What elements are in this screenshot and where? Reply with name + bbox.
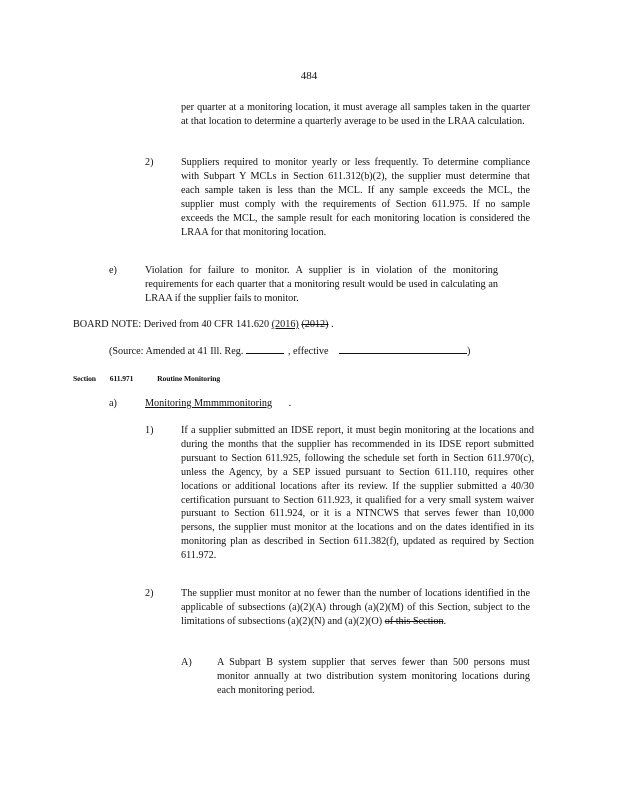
struck-text: of this Section [384, 615, 444, 627]
paragraph-a2A: A Subpart B system supplier that serves fewer than 500 persons must monitor annually at two distribution system monitoring locations during each monitoring period. [217, 657, 530, 696]
item-label-d2: 2) [145, 157, 154, 168]
section-label: Section [73, 374, 96, 383]
board-note-old-year: (2012) [301, 319, 329, 330]
source-note [109, 344, 529, 359]
subsection-a-heading [145, 397, 291, 411]
section-title: Routine Monitoring [157, 374, 221, 383]
item-label-a2: 2) [145, 588, 154, 599]
page-number: 484 [300, 70, 318, 82]
paragraph-d1-continuation: per quarter at a monitoring location, it must average all samples taken in the quarter at that location to determine a quarterly average to be used in the LRAA calculation. [181, 102, 530, 127]
board-note-period: . [331, 319, 334, 330]
board-note [73, 318, 533, 332]
paragraph-a1: If a supplier submitted an IDSE report, it must begin monitoring at the locations and during the months that the supplier has recommended in its IDSE report submitted pursuant to Section 611.925, following the schedule set forth in Section 611.970(c), unless the Agency, by a SEP issued pursuant to Section 611.110, requires other locations or additional locations after its review. If the supplier submitted a 40/30 certification pursuant to Section 611.923, it qualified for a very small system waiver pursuant to Section 611.924, or it is a NTNCWS that serves fewer than 10,000 persons, the supplier must monitor at the locations and on the dates identified in its monitoring plan as described in Section 611.382(f), updated as required by Section 611.972. [181, 425, 534, 562]
item-label-a2A: A) [181, 657, 192, 668]
item-label-a1: 1) [145, 425, 154, 436]
item-label-a: a) [109, 398, 117, 409]
section-number: 611.971 [109, 374, 134, 383]
source-prefix: (Source: Amended at 41 Ill. Reg. [109, 346, 244, 357]
source-close: ) [467, 346, 471, 357]
register-blank [246, 344, 284, 354]
paragraph-a2-text: The supplier must monitor at no fewer than the number of locations identified in the applicable of subsections (a)(2)(A) through (a)(2)(M) of this Section, subject to the limitations of subsections (a)(2)(N) and (a)(2)(O) [181, 588, 530, 627]
paragraph-a2-period: . [443, 615, 447, 627]
item-label-e: e) [109, 265, 117, 276]
board-note-new-year: (2016) [271, 319, 299, 330]
paragraph-a2 [181, 587, 530, 629]
subsection-a-period: . [288, 398, 292, 409]
effective-date-blank [339, 344, 467, 354]
paragraph-d2: Suppliers required to monitor yearly or less frequently. To determine compliance with Subpart Y MCLs in Section 611.312(b)(2), the supplier must determine that each sample taken is less than the MCL. If any sample exceeds the MCL, the supplier must comply with the requirements of Section 611.975. If no sample exceeds the MCL, the sample result for each monitoring location is considered the LRAA for that monitoring location. [181, 157, 530, 238]
source-effective: , effective [287, 346, 329, 357]
subsection-a-title: Monitoring Mmmmmonitoring [145, 398, 273, 409]
section-heading [73, 372, 220, 386]
paragraph-e: Violation for failure to monitor. A supplier is in violation of the monitoring requirements for each quarter that a monitoring result would be used in calculating an LRAA if the supplier fails to monitor. [145, 265, 498, 304]
board-note-prefix: BOARD NOTE: Derived from 40 CFR 141.620 [73, 319, 270, 330]
